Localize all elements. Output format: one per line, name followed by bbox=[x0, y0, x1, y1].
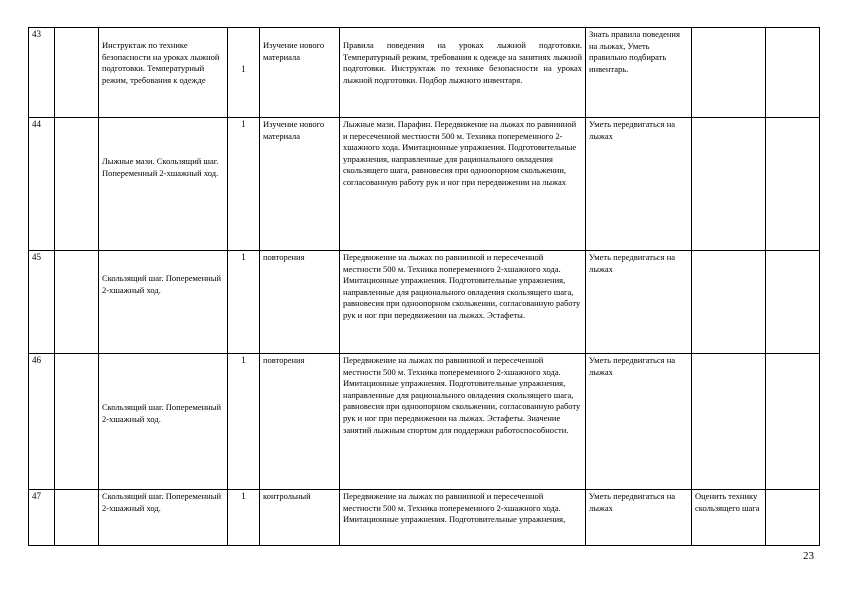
lesson-type: контрольный bbox=[260, 490, 340, 546]
lesson-control bbox=[692, 354, 766, 490]
empty-cell bbox=[55, 490, 99, 546]
empty-cell bbox=[766, 28, 820, 118]
lesson-type: повторения bbox=[260, 251, 340, 354]
lesson-topic: Инструктаж по технике безопасности на уроках лыжной подготовки. Температурный режим, требования к одежде bbox=[99, 28, 228, 118]
table-row-46 bbox=[29, 354, 820, 490]
lesson-control: Оценить технику скользящего шага bbox=[692, 490, 766, 546]
empty-cell bbox=[766, 251, 820, 354]
lesson-requirements: Уметь передвигаться на лыжах bbox=[586, 118, 692, 251]
row-number: 43 bbox=[29, 28, 55, 118]
row-number: 47 bbox=[29, 490, 55, 546]
lesson-hours: 1 bbox=[228, 490, 260, 546]
empty-cell bbox=[55, 251, 99, 354]
lesson-control bbox=[692, 118, 766, 251]
lesson-type: Изучение нового материала bbox=[260, 28, 340, 118]
lesson-topic: Скользящий шаг. Попеременный 2-хшажный ход. bbox=[99, 251, 228, 354]
lesson-hours: 1 bbox=[228, 118, 260, 251]
table-row-45 bbox=[29, 251, 820, 354]
empty-cell bbox=[766, 490, 820, 546]
table-row-43 bbox=[29, 28, 820, 118]
lesson-hours: 1 bbox=[228, 354, 260, 490]
lesson-topic: Лыжные мази. Скользящий шаг. Попеременный 2-хшажный ход. bbox=[99, 118, 228, 251]
lesson-content: Передвижение на лыжах по равнинной и пересеченной местности 500 м. Техника попеременного 2-хшажного хода. Имитационные упражнения. Подготовительные упражнения, направленные для рационального овладения скользящего шага, равновесия при одноопорном скольжении, согласованную работу рук и ног при передвижении на лыжах. Эстафеты. Значение занятий лыжным спортом для поддержки работоспособности. bbox=[340, 354, 586, 490]
row-number: 44 bbox=[29, 118, 55, 251]
lesson-content: Передвижение на лыжах по равнинной и пересеченной местности 500 м. Техника попеременного 2-хшажного хода. Имитационные упражнения. Подготовительные упражнения, bbox=[340, 490, 586, 546]
lesson-content: Лыжные мази. Парафин. Передвижение на лыжах по равнинной и пересеченной местности 500 м. Техника попеременного 2-хшажного хода. Имитационные упражнения. Подготовительные упражнения, направленные для рационального овладения скользящего шага, равновесия при одноопорном скольжении, согласованную работу рук и ног при передвижении на лыжах bbox=[340, 118, 586, 251]
empty-cell bbox=[55, 354, 99, 490]
table-row-44 bbox=[29, 118, 820, 251]
lesson-type: повторения bbox=[260, 354, 340, 490]
lesson-requirements: Знать правила поведения на лыжах, Уметь правильно подбирать инвентарь. bbox=[586, 28, 692, 118]
lesson-requirements: Уметь передвигаться на лыжах bbox=[586, 354, 692, 490]
row-number: 46 bbox=[29, 354, 55, 490]
lesson-hours: 1 bbox=[228, 251, 260, 354]
lesson-content: Передвижение на лыжах по равнинной и пересеченной местности 500 м. Техника попеременного 2-хшажного хода. Имитационные упражнения. Подготовительные упражнения, направленные для рационального овладения скользящего шага, равновесия при одноопорном скольжении, согласованную работу рук и ног при передвижении на лыжах. Эстафеты. bbox=[340, 251, 586, 354]
empty-cell bbox=[766, 118, 820, 251]
lesson-control bbox=[692, 251, 766, 354]
empty-cell bbox=[766, 354, 820, 490]
lesson-hours: 1 bbox=[228, 28, 260, 118]
lesson-topic: Скользящий шаг. Попеременный 2-хшажный ход. bbox=[99, 354, 228, 490]
lesson-content: Правила поведения на уроках лыжной подготовки. Температурный режим, требования к одежде на занятиях лыжной подготовки. Инструктаж по технике безопасности на уроках лыжной подготовки. Подбор лыжного инвентаря. bbox=[340, 28, 586, 118]
lesson-control bbox=[692, 28, 766, 118]
lesson-plan-table bbox=[28, 27, 820, 546]
lesson-type: Изучение нового материала bbox=[260, 118, 340, 251]
lesson-requirements: Уметь передвигаться на лыжах bbox=[586, 490, 692, 546]
empty-cell bbox=[55, 118, 99, 251]
lesson-topic: Скользящий шаг. Попеременный 2-хшажный ход. bbox=[99, 490, 228, 546]
row-number: 45 bbox=[29, 251, 55, 354]
table-row-47 bbox=[29, 490, 820, 546]
empty-cell bbox=[55, 28, 99, 118]
lesson-requirements: Уметь передвигаться на лыжах bbox=[586, 251, 692, 354]
page-number: 23 bbox=[803, 550, 814, 562]
